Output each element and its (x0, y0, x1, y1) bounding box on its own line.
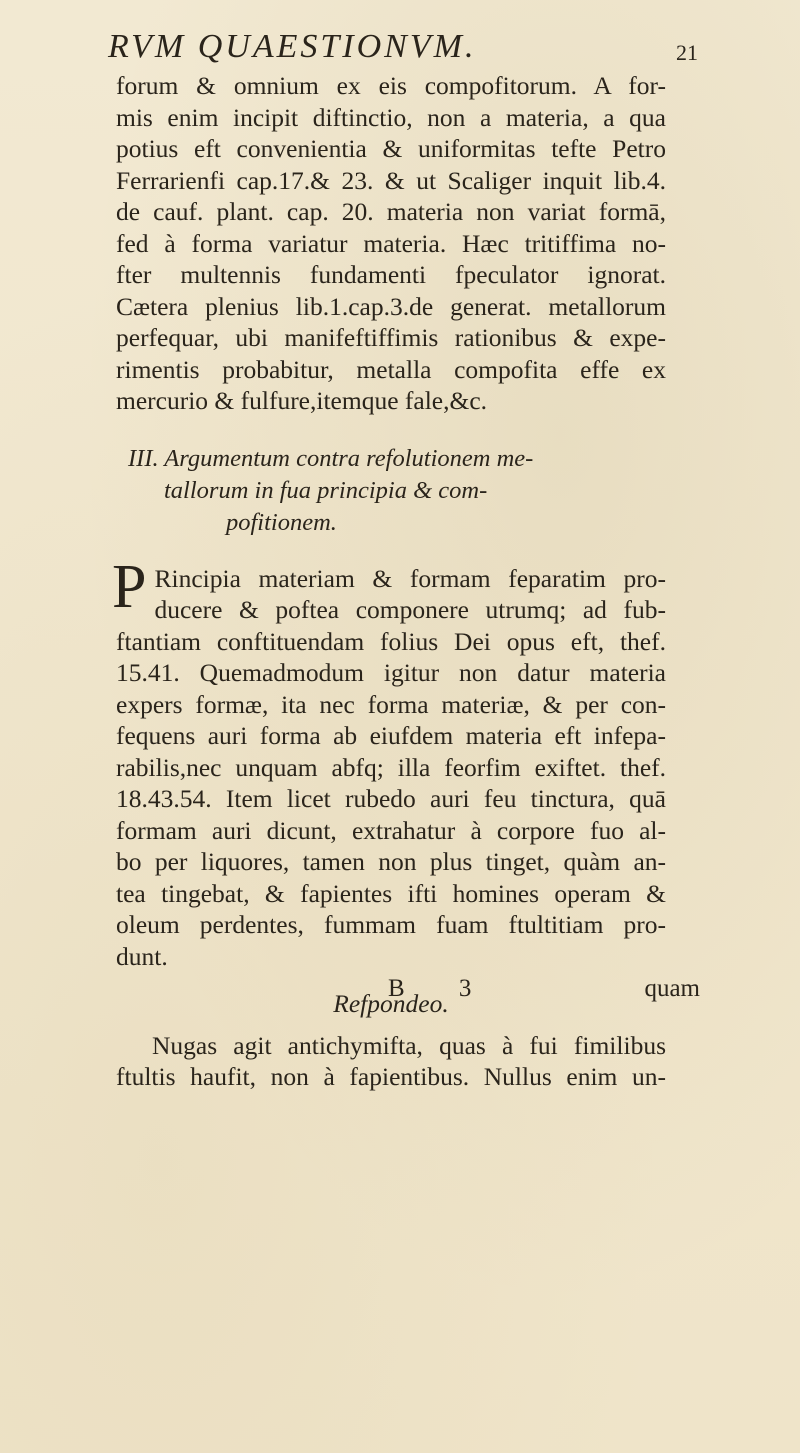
text-line: tea tingebat, & fapientes ifti homines operam & (116, 878, 666, 908)
text-line: 15.41. Quemadmodum igitur non datur materia (116, 658, 666, 687)
text-line: perfequar, ubi manifeftiffimis rationibus & expe- (116, 323, 666, 352)
drop-cap: P (112, 552, 147, 621)
text-line: forum & omnium ex eis compofitorum. A for- (116, 71, 666, 100)
section-heading (116, 443, 666, 539)
text-line: Ferrarienfi cap.17.& 23. & ut Scaliger inquit lib.4. (116, 165, 666, 195)
text-line: ducere & poftea componere utrumq; ad fub- (154, 595, 666, 624)
text-line: fequens auri forma ab eiufdem materia eft infepa- (116, 721, 666, 750)
signature-mark: B 3 (388, 975, 496, 1002)
text-line: mis enim incipit diftinctio, non a materia, a qua (116, 102, 666, 132)
text-line: Cætera plenius lib.1.cap.3.de generat. metallorum (116, 291, 666, 321)
heading-line: tallorum in fua principia & com- (164, 476, 488, 504)
text-line: Nugas agit antichymifta, quas à fui fimilibus (152, 1030, 666, 1060)
text-line: 18.43.54. Item licet rubedo auri feu tinctura, quā (116, 784, 666, 813)
text-line: fed à forma variatur materia. Hæc tritiffima no- (116, 228, 666, 258)
text-line: de cauf. plant. cap. 20. materia non variat formā, (116, 197, 666, 226)
text-line: fter multennis fundamenti fpeculator ignorat. (116, 260, 666, 289)
paragraph-1 (116, 70, 666, 417)
text-line: bo per liquores, tamen non plus tinget, quàm an- (116, 847, 666, 876)
text-line: mercurio & fulfure,itemque fale,&c. (116, 386, 488, 415)
paragraph-2 (112, 552, 666, 973)
text-line: ftultis haufit, non à fapientibus. Nullus enim un- (116, 1062, 666, 1091)
heading-line: pofitionem. (226, 508, 337, 536)
text-line: rimentis probabitur, metalla compofita effe ex (116, 354, 666, 384)
running-head: RVM QUAESTIONVM. (108, 28, 477, 65)
text-line: ftantiam conftituendam folius Dei opus eft, thef. (116, 626, 666, 656)
text-line: potius eft convenientia & uniformitas tefte Petro (116, 134, 666, 163)
page-header (108, 28, 698, 72)
text-line: dunt. (116, 941, 168, 971)
paragraph-3 (116, 1030, 666, 1093)
respondeo-heading: Refpondeo. (333, 989, 449, 1018)
text-line: expers formæ, ita nec forma materiæ, & per con- (116, 689, 666, 719)
text-line: oleum perdentes, fummam fuam ftultitiam pro- (116, 910, 666, 939)
text-line: rabilis,nec unquam abfq; illa feorfim exiftet. thef. (116, 752, 666, 782)
heading-line: III. Argumentum contra refolutionem me- (128, 444, 534, 472)
text-line: Rincipia materiam & formam feparatim pro- (154, 563, 666, 593)
body-text (112, 70, 666, 1093)
catchword: quam (644, 975, 700, 1002)
page-number: 21 (676, 40, 698, 65)
text-line: formam auri dicunt, extrahatur à corpore fuo al- (116, 815, 666, 845)
page-footer (380, 975, 700, 1005)
